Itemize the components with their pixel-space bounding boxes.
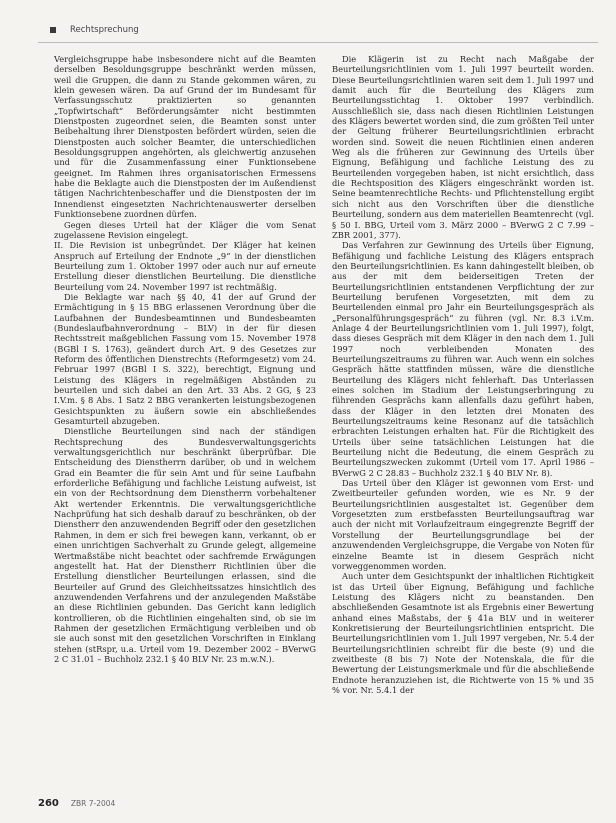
running-header [38,22,598,38]
paragraph: Die Beklagte war nach §§ 40, 41 der auf Grund der Ermächtigung in § 15 BBG erlassenen Verordnung über die Laufbahnen der Bundesbeamtinnen und Bundesbeamten (Bundeslaufbahnverordnung – BLV) in der für diesen Rechtsstreit maßgeblichen Fassung vom 15. November 1978 (BGBl I S. 1763), geändert durch Art. 9 des Gesetzes zur Reform des öffentlichen Dienstrechts (Reformgesetz) vom 24. Februar 1997 (BGBl I S. 322), berechtigt, Eignung und Leistung des Klägers in regelmäßigen Abständen zu beurteilen und sich dabei an den Art. 33 Abs. 2 GG, § 23 I.V.m. § 8 Abs. 1 Satz 2 BBG verankerten leistungsbezogenen Gesichtspunkten zu äußern sowie ein abschließendes Gesamturteil abzugeben. [54,291,316,427]
paragraph: Die Klägerin ist zu Recht nach Maßgabe der Beurteilungsrichtlinien vom 1. Juli 1997 beurteilt worden. Diese Beurteilungsrichtlinien waren seit dem 1. Juli 1997 und damit auch für die Beurteilung des Klägers zum Beurteilungsstichtag 1. Oktober 1997 verbindlich. Ausschließlich sie, dass nach diesen Richtlinien Leistungen des Klägers bewertet worden sind, die zum größten Teil unter der Geltung früherer Beurteilungsrichtlinien erbracht worden sind. Soweit die neuen Richtlinien einen anderen Weg als die früheren zur Gewinnung des Urteils über Eignung, Befähigung und fachliche Leistung des zu Beurteilenden vorgegeben haben, ist nicht ersichtlich, dass die Rechtsposition des Klägers eingeschränkt worden ist. Seine beamtenrechtliche Rechts- und Pflichtenstellung ergibt sich nicht aus den Vorschriften über die dienstliche Beurteilung, sondern aus dem materiellen Beamtenrecht (vgl. § 50 I. BBG, Urteil vom 3. März 2000 – BVerwG 2 C 7.99 – ZBR 2001, 377). [332,54,594,240]
left-column [54,54,316,789]
paragraph: Das Urteil über den Kläger ist gewonnen vom Erst- und Zweitbeurteiler gefunden worden, wie es Nr. 9 der Beurteilungsrichtlinien ausgestaltet ist. Gegenüber dem Vorgesetzten zum erstbefassten Beurteilungsauftrag war auch der nicht mit Vorlaufzeitraum eingegrenzte Begriff der Vorstellung der Beurteilungsgrundlage bei der anzuwendenden Vergleichsgruppe, die Vergabe von Noten für einzelne Beamte ist in diesem Gespräch nicht vorweggenommen worden. [332,478,594,571]
page-footer [38,796,598,810]
article-body [54,54,594,789]
paragraph: Auch unter dem Gesichtspunkt der inhaltlichen Richtigkeit ist das Urteil über Eignung, Befähigung und fachliche Leistung des Klägers nicht zu beanstanden. Den abschließenden Gesamtnote ist als Ergebnis einer Bewertung anhand eines Maßstabs, der § 41a BLV und in weiterer Konkretisierung der Beurteilungsrichtlinien entspricht. Die Beurteilungsrichtlinien vom 1. Juli 1997 vergeben, Nr. 5.4 der Beurteilungsrichtlinien schreibt für die beste (9) und die zweitbeste (8 bis 7) Note der Notenskala, die für die Bewertung der Leistungsmerkmale und für die abschließende Endnote heranzuziehen ist, die Richtwerte von 15 % und 35 % vor. Nr. 5.4.1 der [332,571,594,695]
paragraph: Das Verfahren zur Gewinnung des Urteils über Eignung, Befähigung und fachliche Leistung des Klägers entsprach den Beurteilungsrichtlinien. Es kann dahingestellt bleiben, ob aus der mit dem beiderseitigen Treten der Beurteilungsrichtlinien entstandenen Verpflichtung der zur Beurteilung berufenen Vorgesetzten, mit dem zu Beurteilenden einmal pro Jahr ein Beurteilungsgespräch als „Personalführungsgespräch“ zu führen (vgl. Nr. 8.3 i.V.m. Anlage 4 der Beurteilungsrichtlinien vom 1. Juli 1997), folgt, dass dieses Gespräch mit dem Kläger in den nach dem 1. Juli 1997 noch verbleibenden Monaten des Beurteilungszeitraums zu führen war. Auch wenn ein solches Gespräch hätte stattfinden müssen, wäre die dienstliche Beurteilung des Klägers nicht fehlerhaft. Das Unterlassen eines solchen im Stadium der Leistungserbringung zu führenden Gesprächs kann allenfalls dazu geführt haben, dass der Kläger in den letzten drei Monaten des Beurteilungszeitraums keine Resonanz auf die tatsächlich erbrachten Leistungen erhalten hat. Für die Richtigkeit des Urteils über seine tatsächlichen Leistungen hat die Beurteilung nicht die Bedeutung, die einem Gespräch zu Beurteilungszwecken zukommt (Urteil vom 17. April 1986 – BVerwG 2 C 28.83 – Buchholz 232.1 § 40 BLV Nr. 8). [332,240,594,478]
paragraph: Dienstliche Beurteilungen sind nach der ständigen Rechtsprechung des Bundesverwaltungsgerichts verwaltungsgerichtlich nur beschränkt überprüfbar. Die Entscheidung des Dienstherrn darüber, ob und in welchem Grad ein Beamter die für sein Amt und für seine Laufbahn erforderliche Befähigung und fachliche Leistung aufweist, ist ein von der Rechtsordnung dem Dienstherrn vorbehaltener Akt wertender Erkenntnis. Die verwaltungsgerichtliche Nachprüfung hat sich deshalb darauf zu beschränken, ob der Dienstherr den anzuwendenden Begriff oder den gesetzlichen Rahmen, in dem er sich frei bewegen kann, verkannt, ob er einen unrichtigen Sachverhalt zu Grunde gelegt, allgemeine Wertmaßstäbe nicht beachtet oder sachfremde Erwägungen angestellt hat. Hat der Dienstherr Richtlinien über die Erstellung dienstlicher Beurteilungen erlassen, sind die Beurteiler auf Grund des Gleichheitssatzes hinsichtlich des anzuwendenden Verfahrens und der anzulegenden Maßstäbe an diese Richtlinien gebunden. Das Gericht kann lediglich kontrollieren, ob die Richtlinien eingehalten sind, ob sie im Rahmen der gesetzlichen Ermächtigung verbleiben und ob sie auch sonst mit den gesetzlichen Vorschriften in Einklang stehen (stRspr, u.a. Urteil vom 19. Dezember 2002 – BVerwG 2 C 31.01 – Buchholz 232.1 § 40 BLV Nr. 23 m.w.N.). [54,426,316,664]
section-title: Rechtsprechung [70,25,139,35]
header-divider [38,42,598,43]
paragraph: II. Die Revision ist unbegründet. Der Kläger hat keinen Anspruch auf Erteilung der Endnote „9“ in der dienstlichen Beurteilung zum 1. Oktober 1997 oder auch nur auf erneute Erstellung dieser dienstlichen Beurteilung. Die dienstliche Beurteilung vom 24. November 1997 ist rechtmäßig. [54,240,316,292]
square-bullet-icon [50,27,56,33]
paragraph: Vergleichsgruppe habe insbesondere nicht auf die Beamten derselben Besoldungsgruppe beschränkt werden müssen, weil die Gruppen, die dann zu Stande gekommen wären, zu klein gewesen wären. Da auf Grund der im Bundesamt für Verfassungsschutz praktizierten so genannten „Topfwirtschaft“ Beförderungsämter nicht bestimmten Dienstposten zugeordnet seien, die Beamten sonst unter Beibehaltung ihrer Dienstposten befördert würden, seien die Dienstposten auch solcher Beamter, die unterschiedlichen Besoldungsgruppen angehörten, als gleichwertig anzusehen und für die Zusammenfassung einer Funktionsebene geeignet. Im Rahmen ihres organisatorischen Ermessens habe die Beklagte auch die Dienstposten der im Außendienst tätigen Nachrichtenbeschaffer und die Dienstposten der im Innendienst eingesetzten Nachrichtenauswerter derselben Funktionsebene zuordnen dürfen. [54,54,316,220]
right-column [332,54,594,789]
journal-issue: ZBR 7-2004 [70,798,116,808]
paragraph: Gegen dieses Urteil hat der Kläger die vom Senat zugelassene Revision eingelegt. [54,219,316,240]
page-number: 260 [38,797,59,809]
